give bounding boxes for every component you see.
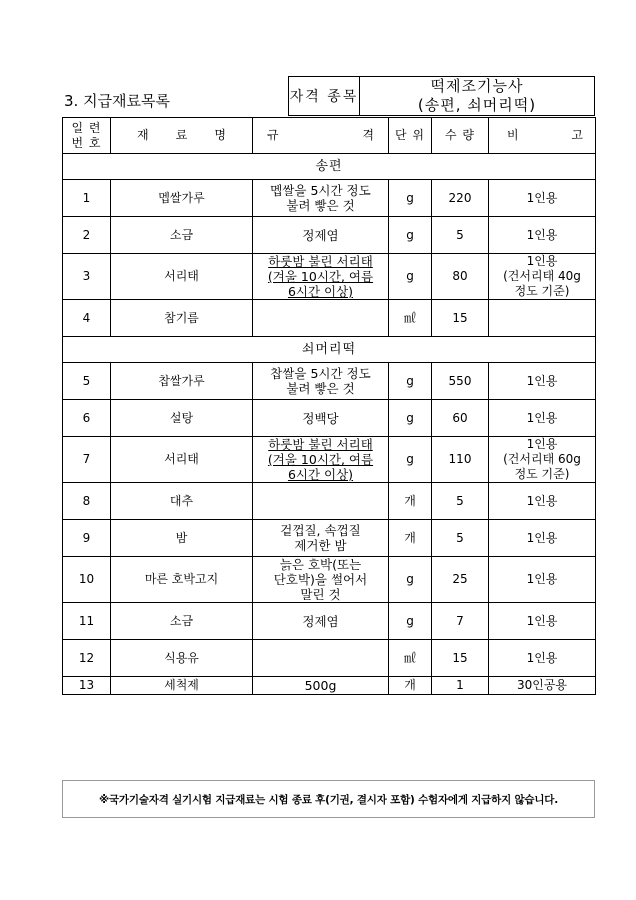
table-row: [63, 437, 596, 483]
cell-note-line: 1인용: [526, 410, 558, 425]
cell-note: [489, 520, 596, 557]
cell-spec-line: 6시간 이상): [287, 467, 354, 482]
cell-unit: 개: [389, 520, 432, 557]
table-row: [63, 254, 596, 300]
cell-name: 서리태: [111, 437, 253, 483]
column-header-name-part: 재: [137, 128, 149, 142]
table-row: [63, 677, 596, 695]
cell-name: 소금: [111, 217, 253, 254]
cell-unit: g: [389, 400, 432, 437]
cell-qty: 5: [432, 483, 489, 520]
cell-name: 소금: [111, 603, 253, 640]
cell-name: 밤: [111, 520, 253, 557]
cell-note-line: 1인용: [526, 530, 558, 545]
cell-no: 13: [63, 677, 111, 695]
table-row: [63, 217, 596, 254]
cell-qty: 5: [432, 217, 489, 254]
cell-spec: [253, 483, 389, 520]
cell-name: 찹쌀가루: [111, 363, 253, 400]
column-header-no-line2: 번 호: [71, 135, 102, 150]
cell-note: [489, 300, 596, 337]
cell-spec: [253, 363, 389, 400]
qualification-label: 자격 종목: [289, 77, 360, 116]
cell-spec: [253, 217, 389, 254]
cell-spec: [253, 677, 389, 695]
cell-spec: [253, 254, 389, 300]
cell-note: [489, 640, 596, 677]
cell-name: 서리태: [111, 254, 253, 300]
column-header-note: [489, 118, 596, 154]
cell-qty: 1: [432, 677, 489, 695]
cell-spec-line: (겨울 10시간, 여름: [267, 452, 374, 467]
cell-unit: g: [389, 217, 432, 254]
cell-qty: 7: [432, 603, 489, 640]
cell-no: 1: [63, 180, 111, 217]
cell-spec-line: 말린 것: [300, 587, 341, 602]
cell-spec-line: (겨울 10시간, 여름: [267, 269, 374, 284]
qualification-name-line1: 떡제조기능사: [430, 77, 524, 95]
table-row: [63, 483, 596, 520]
cell-spec-line: 불려 빻은 것: [286, 198, 355, 213]
cell-unit: 개: [389, 677, 432, 695]
cell-spec: [253, 520, 389, 557]
cell-qty: 220: [432, 180, 489, 217]
cell-spec-line: 단호박)을 썰어서: [273, 572, 368, 587]
cell-name: 멥쌀가루: [111, 180, 253, 217]
cell-spec-line: 찹쌀을 5시간 정도: [270, 366, 371, 381]
cell-note-line: 1인용: [526, 227, 558, 242]
cell-note-line: 1인용: [526, 254, 558, 268]
column-header-spec-part: 격: [362, 128, 374, 142]
cell-no: 6: [63, 400, 111, 437]
notice-text: ※국가기술자격 실기시험 지급재료는 시험 종료 후(기권, 결시자 포함) 수험자에게 지급하지 않습니다.: [98, 793, 559, 806]
notice-box: [62, 780, 595, 818]
column-header-no-line1: 일 련: [71, 120, 102, 135]
cell-no: 9: [63, 520, 111, 557]
column-header-unit: 단 위: [389, 118, 432, 154]
cell-spec-line: 6시간 이상): [287, 284, 354, 299]
cell-spec: [253, 640, 389, 677]
cell-note-line: 정도 기준): [514, 467, 570, 481]
group-title: 송편: [63, 154, 596, 180]
cell-name: 참기름: [111, 300, 253, 337]
table-row: [63, 557, 596, 603]
cell-note-line: 정도 기준): [514, 284, 570, 298]
cell-spec: [253, 300, 389, 337]
cell-name: 세척제: [111, 677, 253, 695]
cell-spec: [253, 603, 389, 640]
cell-qty: 15: [432, 300, 489, 337]
cell-qty: 60: [432, 400, 489, 437]
cell-note: [489, 217, 596, 254]
cell-name: 대추: [111, 483, 253, 520]
cell-note-line: (건서리태 60g: [503, 452, 581, 466]
cell-unit: ㎖: [389, 300, 432, 337]
cell-no: 11: [63, 603, 111, 640]
cell-note-line: 1인용: [526, 572, 558, 586]
cell-note-line: 1인용: [526, 613, 558, 628]
cell-note: [489, 363, 596, 400]
column-header-note-part: 고: [571, 128, 583, 142]
cell-spec-line: 겉껍질, 속껍질: [280, 523, 361, 538]
group-title: 쇠머리떡: [63, 337, 596, 363]
cell-no: 12: [63, 640, 111, 677]
cell-name: 마른 호박고지: [111, 557, 253, 603]
qualification-name-line2: (송편, 쇠머리떡): [417, 96, 537, 114]
cell-spec-line: 늙은 호박(또는: [279, 557, 362, 572]
cell-unit: 개: [389, 483, 432, 520]
cell-qty: 80: [432, 254, 489, 300]
cell-spec: [253, 180, 389, 217]
cell-note: [489, 180, 596, 217]
cell-unit: g: [389, 603, 432, 640]
cell-no: 8: [63, 483, 111, 520]
group-header-row: [63, 337, 596, 363]
cell-no: 2: [63, 217, 111, 254]
cell-no: 5: [63, 363, 111, 400]
cell-note-line: (건서리태 40g: [503, 269, 581, 283]
column-header-name-part: 료: [175, 128, 188, 142]
column-header-no: [63, 118, 111, 154]
table-row: [63, 400, 596, 437]
cell-note: [489, 557, 596, 603]
column-header-qty: 수 량: [432, 118, 489, 154]
cell-qty: 110: [432, 437, 489, 483]
table-row: [63, 520, 596, 557]
cell-spec-line: 정백당: [302, 410, 339, 426]
cell-no: 3: [63, 254, 111, 300]
cell-spec: [253, 400, 389, 437]
materials-table: [62, 117, 596, 695]
table-row: [63, 300, 596, 337]
cell-note: [489, 437, 596, 483]
cell-unit: g: [389, 437, 432, 483]
qualification-name: [360, 77, 595, 116]
cell-spec-line: 정제염: [302, 227, 339, 243]
cell-no: 7: [63, 437, 111, 483]
cell-note-line: 1인용: [526, 190, 558, 205]
cell-note-line: 1인용: [526, 650, 558, 665]
cell-unit: g: [389, 180, 432, 217]
cell-spec-line: 500g: [304, 678, 337, 693]
cell-spec-line: 멥쌀을 5시간 정도: [270, 183, 371, 198]
cell-qty: 5: [432, 520, 489, 557]
section-title: 3. 지급재료목록: [64, 91, 171, 110]
cell-qty: 25: [432, 557, 489, 603]
cell-unit: ㎖: [389, 640, 432, 677]
cell-spec-line: 불려 빻은 것: [286, 381, 355, 396]
table-row: [63, 640, 596, 677]
group-header-row: [63, 154, 596, 180]
column-header-note-part: 비: [507, 128, 519, 142]
cell-note: [489, 254, 596, 300]
cell-name: 설탕: [111, 400, 253, 437]
column-header-name: [111, 118, 253, 154]
table-row: [63, 603, 596, 640]
cell-spec: [253, 557, 389, 603]
column-header-spec-part: 규: [267, 128, 279, 142]
column-header-name-part: 명: [214, 128, 226, 142]
cell-spec-line: 제거한 밤: [294, 538, 347, 553]
cell-qty: 15: [432, 640, 489, 677]
cell-spec-line: 하룻밤 불린 서리태: [268, 437, 373, 452]
cell-unit: g: [389, 363, 432, 400]
cell-note-line: 1인용: [526, 437, 558, 451]
cell-unit: g: [389, 254, 432, 300]
cell-spec-line: 하룻밤 불린 서리태: [268, 254, 373, 269]
cell-note: [489, 603, 596, 640]
table-row: [63, 363, 596, 400]
header-table: [62, 76, 595, 116]
cell-note: [489, 483, 596, 520]
cell-note-line: 1인용: [526, 493, 558, 508]
cell-name: 식용유: [111, 640, 253, 677]
cell-note: [489, 677, 596, 695]
column-header-spec: [253, 118, 389, 154]
cell-spec: [253, 437, 389, 483]
cell-note-line: 30인공용: [516, 678, 568, 692]
cell-no: 10: [63, 557, 111, 603]
cell-note: [489, 400, 596, 437]
cell-note-line: 1인용: [526, 373, 558, 388]
cell-qty: 550: [432, 363, 489, 400]
table-row: [63, 180, 596, 217]
cell-spec-line: 정제염: [302, 613, 339, 629]
cell-no: 4: [63, 300, 111, 337]
cell-unit: g: [389, 557, 432, 603]
column-header-row: [63, 118, 596, 154]
